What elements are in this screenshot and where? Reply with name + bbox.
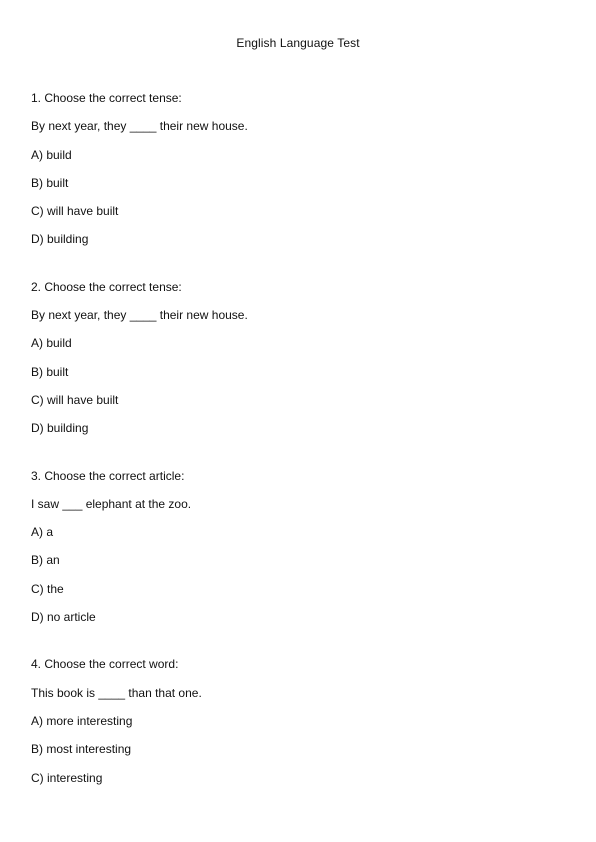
option-c: C) interesting [31,770,103,785]
option-b: B) an [31,553,60,568]
option-c: C) will have built [31,204,119,219]
option-b: B) most interesting [31,742,132,757]
option-d: D) building [31,421,89,436]
option-d: D) building [31,232,89,247]
option-a: A) more interesting [31,713,133,728]
question-list [31,92,571,819]
option-b: B) built [31,364,69,379]
question-sentence: This book is ____ than that one. [31,685,202,700]
question-sentence: By next year, they ____ their new house. [31,308,248,323]
option-b: B) built [31,175,69,190]
option-a: A) build [31,147,72,162]
question-prompt: 2. Choose the correct tense: [31,279,182,294]
question-4 [31,658,571,799]
option-d: D) no article [31,610,96,625]
question-3 [31,470,571,640]
question-1 [31,92,571,262]
question-sentence: I saw ___ elephant at the zoo. [31,496,192,511]
option-c: C) will have built [31,392,119,407]
option-a: A) build [31,336,72,351]
question-2 [31,281,571,451]
question-sentence: By next year, they ____ their new house. [31,119,248,134]
question-prompt: 4. Choose the correct word: [31,657,179,672]
option-c: C) the [31,581,64,596]
option-a: A) a [31,525,54,540]
question-prompt: 1. Choose the correct tense: [31,91,182,105]
page-title: English Language Test [236,36,360,50]
question-prompt: 3. Choose the correct article: [31,468,185,483]
